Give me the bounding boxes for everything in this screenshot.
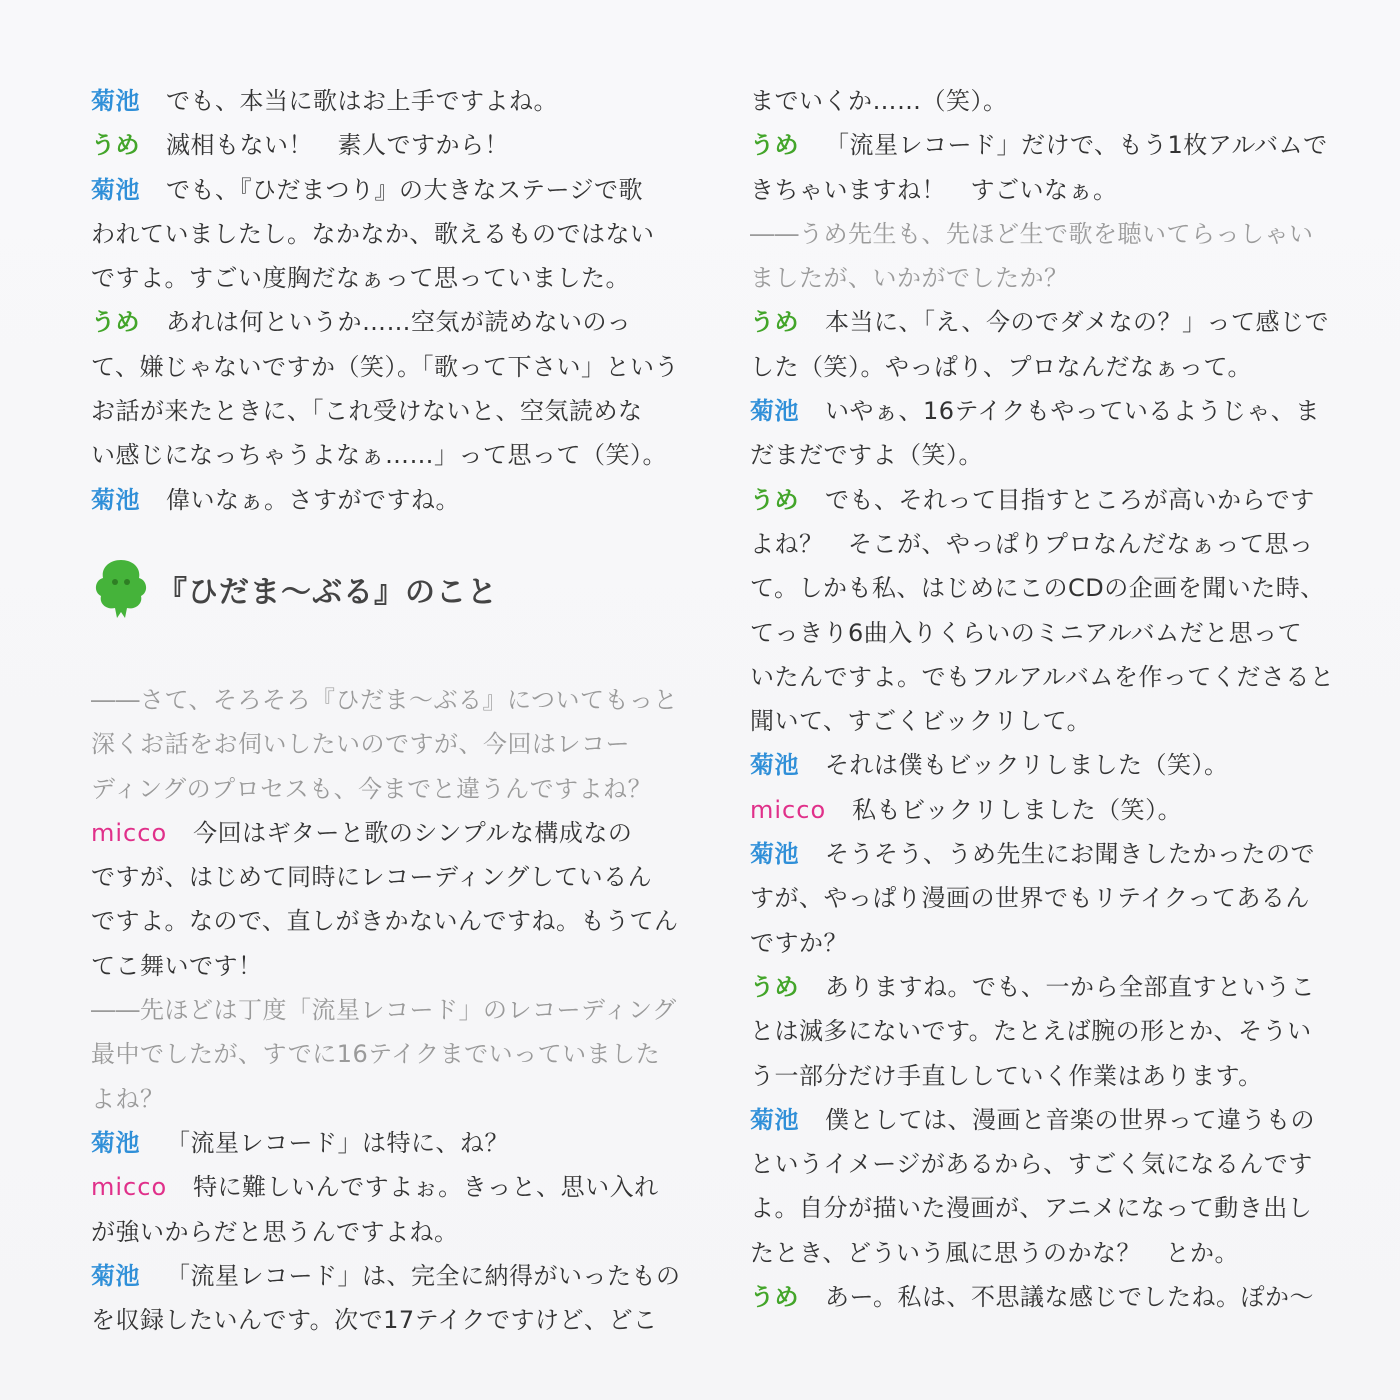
speaker-name: うめ <box>750 1283 799 1312</box>
dialogue-text: でも、本当に歌はお上手ですよね。 <box>166 87 558 115</box>
dialogue-line <box>750 921 1350 965</box>
interviewer-question-text: ましたが、いかがでしたか？ <box>750 264 1069 293</box>
dialogue-text: すが、やっぱり漫画の世界でもリテイクってあるん <box>750 884 1310 913</box>
interviewer-question-text: ――さて、そろそろ『ひだま〜ぶる』についてもっと <box>91 685 679 714</box>
dialogue-text: よ。自分が描いた漫画が、アニメになって動き出し <box>750 1194 1313 1223</box>
dialogue-line <box>91 123 691 167</box>
dialogue-line <box>91 988 691 1032</box>
dialogue-text: お話が来たときに、「これ受けないと、空気読めな <box>91 397 643 426</box>
dialogue-text: あー。私は、不思議な感じでしたね。ぽか〜 <box>825 1283 1315 1312</box>
dialogue-text: そうそう、うめ先生にお聞きしたかったので <box>825 840 1315 869</box>
dialogue-text: した（笑）。やっぱり、プロなんだなぁって。 <box>750 352 1253 381</box>
dialogue-text: でも、『ひだまつり』の大きなステージで歌 <box>166 175 644 204</box>
dialogue-line <box>750 478 1350 522</box>
dialogue-line <box>91 899 691 943</box>
dialogue-line <box>750 1186 1350 1230</box>
dialogue-line <box>750 256 1350 300</box>
dialogue-text: それは僕もビックリしました（笑）。 <box>825 751 1229 780</box>
speaker-name: 菊池 <box>750 840 799 869</box>
dialogue-line <box>750 1009 1350 1053</box>
dialogue-text: 滅相もない！ 素人ですから！ <box>166 131 509 160</box>
dialogue-line <box>750 832 1350 876</box>
dialogue-text: までいくか……（笑）。 <box>750 87 1008 115</box>
dialogue-line <box>750 212 1350 256</box>
interviewer-question-text: 最中でしたが、すでに16テイクまでいっていました <box>91 1040 661 1069</box>
dialogue-line <box>750 522 1350 566</box>
dialogue-text: ですが、はじめて同時にレコーディングしているん <box>91 863 653 892</box>
speaker-name: うめ <box>750 972 799 1001</box>
left-dialogue-block-2 <box>91 678 691 1342</box>
dialogue-text: たとき、どういう風に思うのかな？ とか。 <box>750 1238 1240 1267</box>
dialogue-text: う一部分だけ手直ししていく作業はあります。 <box>750 1061 1263 1090</box>
dialogue-line <box>91 1298 691 1342</box>
dialogue-text: あれは何というか……空気が読めないのっ <box>166 308 632 337</box>
dialogue-text: よね？ そこが、やっぱりプロなんだなぁって思っ <box>750 529 1314 558</box>
dialogue-text: を収録したいんです。次で17テイクですけど、どこ <box>91 1306 658 1335</box>
dialogue-line <box>750 655 1350 699</box>
speaker-name: 菊池 <box>91 1261 140 1290</box>
dialogue-text: ありますね。でも、一から全部直すというこ <box>825 972 1315 1001</box>
dialogue-line <box>91 678 691 722</box>
dialogue-line <box>750 433 1350 477</box>
interviewer-question-text: 深くお話をお伺いしたいのですが、今回はレコー <box>91 730 630 759</box>
dialogue-line <box>750 168 1350 212</box>
speaker-name: 菊池 <box>91 175 140 204</box>
dialogue-line <box>91 944 691 988</box>
dialogue-line <box>91 1032 691 1076</box>
dialogue-line <box>750 389 1350 433</box>
dialogue-text: いたんですよ。でもフルアルバムを作ってくださると <box>750 662 1335 691</box>
dialogue-text: て。しかも私、はじめにこのCDの企画を聞いた時、 <box>750 574 1325 603</box>
dialogue-line <box>750 788 1350 832</box>
dialogue-text: 「流星レコード」だけで、もう1枚アルバムで <box>825 131 1328 160</box>
speaker-name: 菊池 <box>91 1128 140 1157</box>
dialogue-line <box>91 433 691 477</box>
dialogue-line <box>91 855 691 899</box>
section-heading-text: 『ひだま〜ぶる』のこと <box>157 574 498 610</box>
interviewer-question-text: ――先ほどは丁度「流星レコード」のレコーディング <box>91 996 677 1025</box>
dialogue-line <box>91 811 691 855</box>
dialogue-text: いやぁ、16テイクもやっているようじゃ、ま <box>825 397 1320 426</box>
speaker-name: 菊池 <box>750 397 799 426</box>
dialogue-text: ですか？ <box>750 928 848 957</box>
interviewer-question-text: よね？ <box>91 1084 165 1113</box>
dialogue-line <box>750 300 1350 344</box>
right-dialogue-block <box>750 79 1350 1319</box>
dialogue-text: てこ舞いです！ <box>91 951 263 980</box>
dialogue-line <box>750 699 1350 743</box>
dialogue-line <box>750 345 1350 389</box>
dialogue-text: 「流星レコード」は、完全に納得がいったもの <box>166 1261 681 1290</box>
dialogue-line <box>91 345 691 389</box>
dialogue-text: 私もビックリしました（笑）。 <box>852 795 1183 824</box>
dialogue-text: とは滅多にないです。たとえば腕の形とか、そうい <box>750 1017 1312 1046</box>
dialogue-line <box>91 1121 691 1165</box>
dialogue-line <box>91 1210 691 1254</box>
dialogue-text: 今回はギターと歌のシンプルな構成なの <box>193 818 633 847</box>
dialogue-line <box>750 1142 1350 1186</box>
dialogue-line <box>91 767 691 811</box>
dialogue-text: 僕としては、漫画と音楽の世界って違うもの <box>825 1105 1315 1134</box>
speaker-name: 菊池 <box>750 751 799 780</box>
dialogue-line <box>750 1231 1350 1275</box>
speaker-name: うめ <box>750 308 799 337</box>
speaker-name: 菊池 <box>91 87 140 115</box>
dialogue-line <box>91 722 691 766</box>
dialogue-text: 偉いなぁ。さすがですね。 <box>166 485 460 514</box>
dialogue-line <box>750 876 1350 920</box>
dialogue-line <box>750 965 1350 1009</box>
speaker-name: 菊池 <box>91 485 140 514</box>
dialogue-line <box>750 123 1350 167</box>
dialogue-text: て、嫌じゃないですか（笑）。「歌って下さい」という <box>91 352 680 381</box>
dialogue-text: い感じになっちゃうよなぁ……」って思って（笑）。 <box>91 441 667 470</box>
speaker-name: micco <box>750 795 827 824</box>
dialogue-line <box>750 1054 1350 1098</box>
dialogue-text: というイメージがあるから、すごく気になるんです <box>750 1150 1313 1179</box>
dialogue-text: われていましたし。なかなか、歌えるものではない <box>91 219 655 248</box>
dialogue-text: 本当に、「え、今のでダメなの？」って感じで <box>825 308 1329 337</box>
dialogue-line <box>91 300 691 344</box>
speaker-name: micco <box>91 1173 168 1202</box>
section-heading <box>91 544 691 634</box>
speaker-name: micco <box>91 818 168 847</box>
dialogue-line <box>91 389 691 433</box>
dialogue-text: が強いからだと思うんですよね。 <box>91 1217 459 1246</box>
dialogue-text: ですよ。すごい度胸だなぁって思っていました。 <box>91 264 630 293</box>
dialogue-line <box>91 168 691 212</box>
dialogue-text: 聞いて、すごくビックリして。 <box>750 707 1092 736</box>
dialogue-line <box>750 1098 1350 1142</box>
dialogue-text: きちゃいますね！ すごいなぁ。 <box>750 175 1118 204</box>
dialogue-text: ですよ。なので、直しがきかないんですね。もうてん <box>91 907 679 936</box>
dialogue-line <box>91 478 691 522</box>
dialogue-line <box>750 1275 1350 1319</box>
left-column <box>91 79 691 1342</box>
green-leaf-character-icon <box>91 556 151 622</box>
dialogue-line <box>91 212 691 256</box>
dialogue-line <box>750 566 1350 610</box>
dialogue-line <box>91 1165 691 1209</box>
interviewer-question-text: ――うめ先生も、先ほど生で歌を聴いてらっしゃい <box>750 219 1314 248</box>
dialogue-text: だまだですよ（笑）。 <box>750 441 983 470</box>
dialogue-line <box>91 256 691 300</box>
dialogue-line <box>750 743 1350 787</box>
speaker-name: 菊池 <box>750 1105 799 1134</box>
speaker-name: うめ <box>91 308 140 337</box>
speaker-name: うめ <box>750 485 799 514</box>
dialogue-line <box>750 611 1350 655</box>
dialogue-line <box>91 79 691 123</box>
dialogue-text: 「流星レコード」は特に、ね？ <box>166 1128 509 1157</box>
dialogue-line <box>750 79 1350 123</box>
dialogue-text: 特に難しいんですよぉ。きっと、思い入れ <box>193 1173 659 1202</box>
right-column <box>750 79 1350 1319</box>
dialogue-text: てっきり6曲入りくらいのミニアルバムだと思って <box>750 618 1303 647</box>
left-dialogue-block-1 <box>91 79 691 522</box>
dialogue-line <box>91 1254 691 1298</box>
interviewer-question-text: ディングのプロセスも、今までと違うんですよね？ <box>91 774 653 803</box>
dialogue-line <box>91 1077 691 1121</box>
speaker-name: うめ <box>750 131 799 160</box>
dialogue-text: でも、それって目指すところが高いからです <box>825 485 1315 514</box>
speaker-name: うめ <box>91 131 140 160</box>
